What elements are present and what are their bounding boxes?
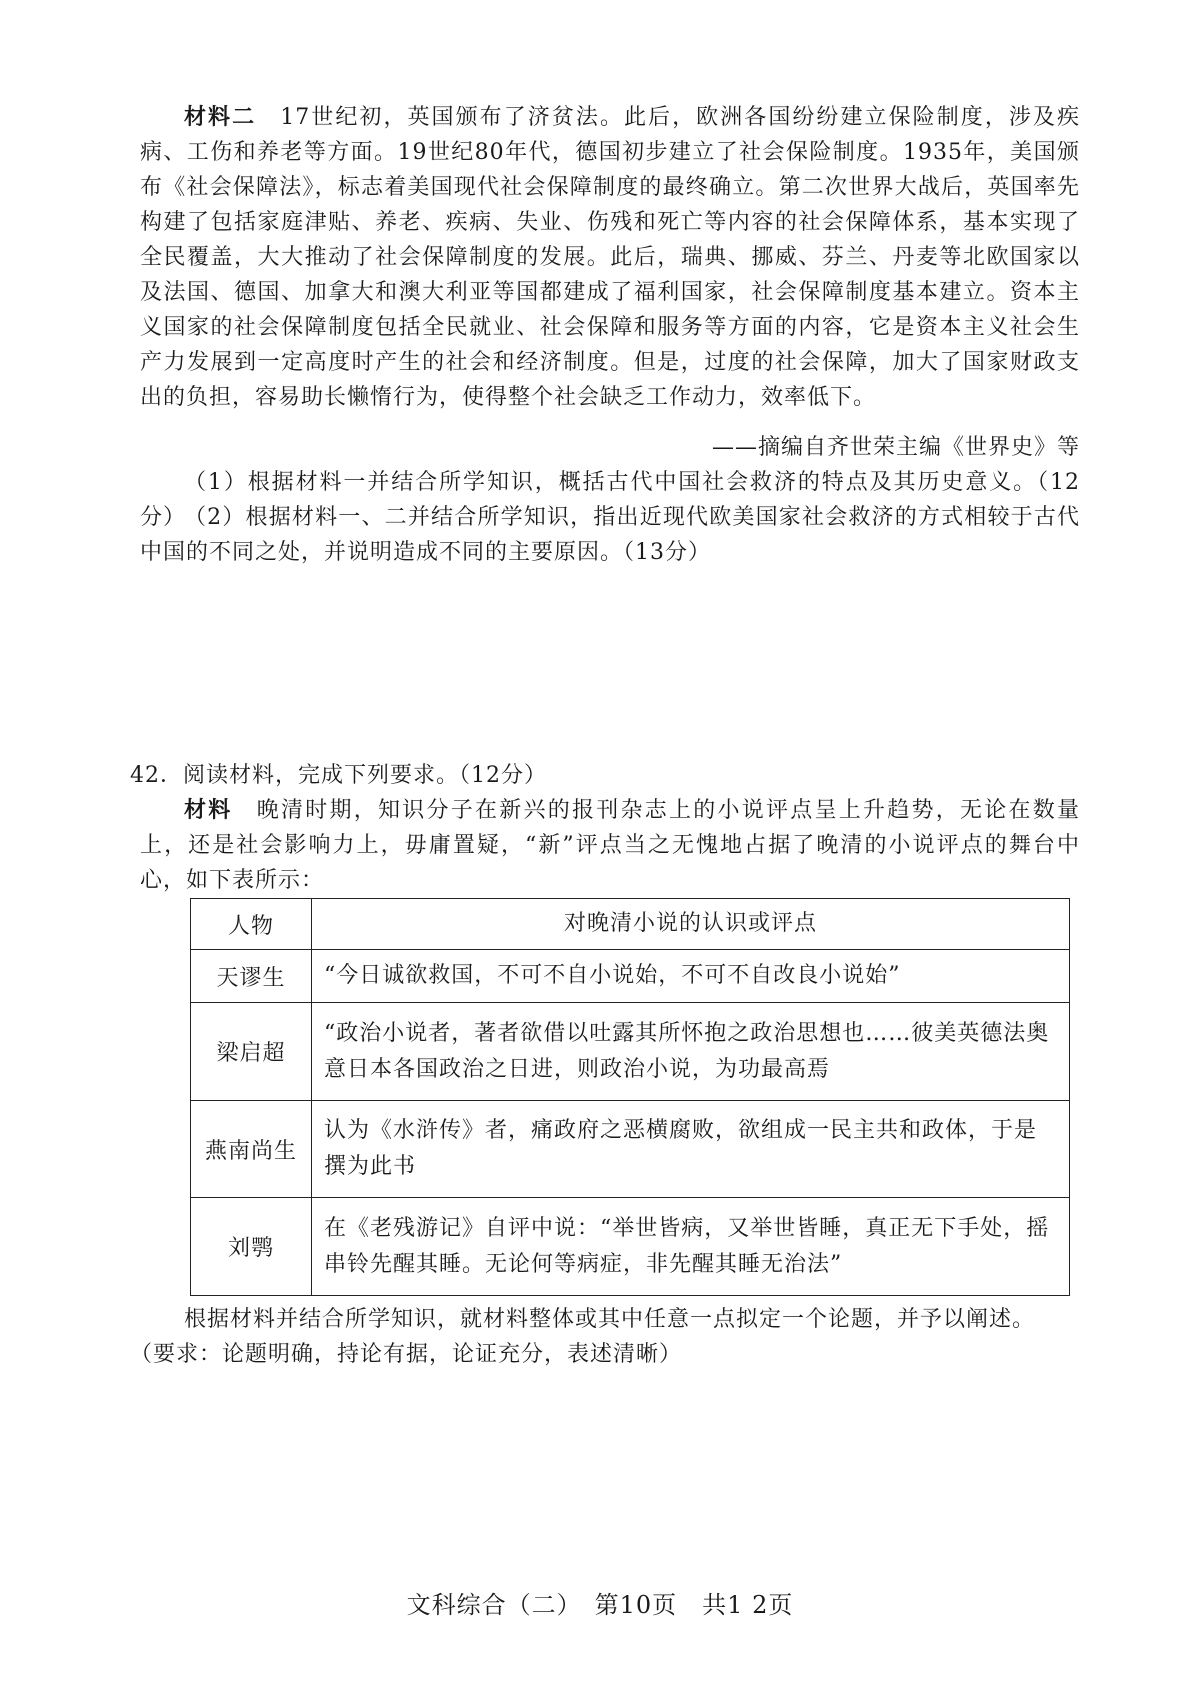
table-header-person: 人物 (191, 899, 312, 950)
table-header-comment: 对晚清小说的认识或评点 (312, 899, 1070, 950)
question-42-material (140, 793, 1080, 898)
table-cell-person: 刘鹗 (191, 1198, 312, 1296)
page-footer: 文科综合（二） 第10页 共1 2页 (406, 1591, 794, 1619)
novel-commentary-table (190, 898, 1070, 1296)
question-41-1: （1）根据材料一并结合所学知识，概括古代中国社会救济的特点及其历史意义。（12分） (140, 470, 1080, 530)
question-42-title: 42．阅读材料，完成下列要求。（12分） (130, 763, 547, 788)
table-cell-comment: “今日诚欲救国，不可不自小说始，不可不自改良小说始” (312, 950, 1070, 1003)
material-2-source: ——摘编自齐世荣主编《世界史》等 (711, 435, 1080, 460)
material-2-text: 17世纪初，英国颁布了济贫法。此后，欧洲各国纷纷建立保险制度，涉及疾病、工伤和养老等方面。19世纪80年代，德国初步建立了社会保险制度。1935年，美国颁布《社会保障法》，标志着美国现代社会保障制度的最终确立。第二次世界大战后，英国率先构建了包括家庭津贴、养老、疾病、失业、伤残和死亡等内容的社会保障体系，基本实现了全民覆盖，大大推动了社会保障制度的发展。此后，瑞典、挪威、芬兰、丹麦等北欧国家以及法国、德国、加拿大和澳大利亚等国都建成了福利国家，社会保障制度基本建立。资本主义国家的社会保障制度包括全民就业、社会保障和服务等方面的内容，它是资本主义社会生产力发展到一定高度时产生的社会和经济制度。但是，过度的社会保障，加大了国家财政支出的负担，容易助长懒惰行为，使得整个社会缺乏工作动力，效率低下。 (140, 105, 1080, 410)
table-header-row (191, 899, 1070, 950)
table-cell-comment: “政治小说者，著者欲借以吐露其所怀抱之政治思想也……彼美英德法奥意日本各国政治之日进，则政治小说，为功最高焉 (312, 1003, 1070, 1101)
table-row (191, 1101, 1070, 1198)
question-42-requirement: （要求：论题明确，持论有据，论证充分，表述清晰） (130, 1342, 683, 1367)
question-42-material-text: 晚清时期，知识分子在新兴的报刊杂志上的小说评点呈上升趋势，无论在数量上，还是社会影响力上，毋庸置疑，“新”评点当之无愧地占据了晚清的小说评点的舞台中心，如下表所示： (140, 798, 1080, 893)
table-row (191, 1003, 1070, 1101)
question-41-2: （2）根据材料一、二并结合所学知识，指出近现代欧美国家社会救济的方式相较于古代中国的不同之处，并说明造成不同的主要原因。（13分） (140, 505, 1080, 565)
table-cell-person: 燕南尚生 (191, 1101, 312, 1198)
material-2-label: 材料二 (184, 104, 257, 130)
question-42-task: 根据材料并结合所学知识，就材料整体或其中任意一点拟定一个论题，并予以阐述。 (184, 1307, 1036, 1332)
table-cell-person: 天谬生 (191, 950, 312, 1003)
material-2-paragraph (140, 100, 1080, 415)
question-42-material-label: 材料 (184, 797, 233, 823)
table-row (191, 950, 1070, 1003)
table-cell-comment: 在《老残游记》自评中说：“举世皆病，又举世皆睡，真正无下手处，摇串铃先醒其睡。无论何等病症，非先醒其睡无治法” (312, 1198, 1070, 1296)
table-cell-person: 梁启超 (191, 1003, 312, 1101)
table-cell-comment: 认为《水浒传》者，痛政府之恶横腐败，欲组成一民主共和政体，于是撰为此书 (312, 1101, 1070, 1198)
table-row (191, 1198, 1070, 1296)
